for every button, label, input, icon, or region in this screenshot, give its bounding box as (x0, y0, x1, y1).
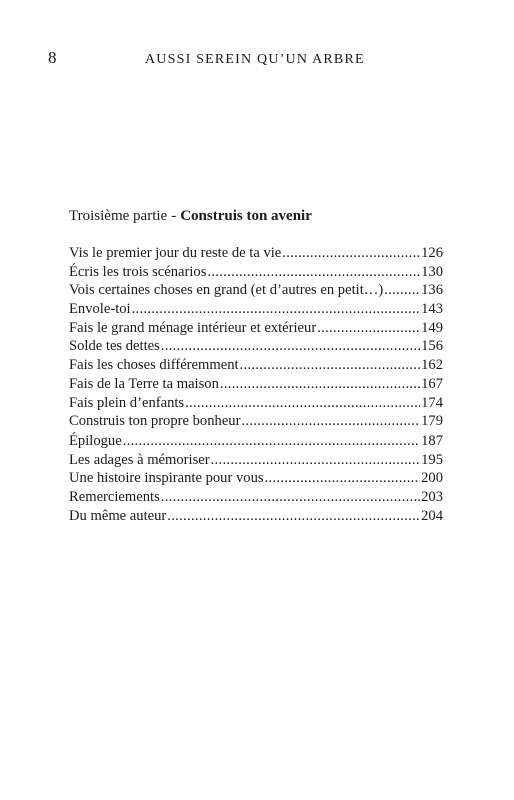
toc-entry-title: Vois certaines choses en grand (et d’autres en petit…) (69, 282, 384, 299)
toc-entry-title: Les adages à mémoriser (69, 451, 210, 468)
toc-entry-title: Fais le grand ménage intérieur et extérieur (69, 319, 317, 336)
dot-leader (240, 356, 421, 375)
toc-entry-title: Solde tes dettes (69, 338, 160, 355)
page-number: 8 (48, 48, 57, 67)
toc-entry[interactable] (69, 488, 443, 507)
toc-entry[interactable] (69, 432, 443, 451)
dot-leader (211, 451, 421, 470)
running-header: AUSSI SEREIN QU’UN ARBRE (145, 52, 365, 67)
dot-leader (167, 507, 420, 526)
dot-leader (241, 412, 420, 431)
dot-leader (207, 263, 420, 282)
toc-entry-title: Construis ton propre bonheur (69, 413, 241, 430)
toc-entry-page: 187 (421, 433, 443, 449)
toc-entry-page: 167 (421, 375, 443, 392)
toc-entry-title: Remerciements (69, 489, 160, 506)
dot-leader (384, 281, 420, 300)
toc-entry[interactable] (69, 507, 443, 526)
toc-entry-title: Fais les choses différemment (69, 357, 239, 374)
part-separator: - (171, 208, 177, 224)
dot-leader (123, 432, 420, 451)
toc-entry[interactable] (69, 263, 443, 282)
toc-entry[interactable] (69, 451, 443, 470)
part-title: Construis ton avenir (180, 208, 312, 224)
toc-entry-title: Fais plein d’enfants (69, 394, 185, 411)
toc-entry-page: 179 (421, 413, 443, 430)
toc-entry[interactable] (69, 300, 443, 319)
toc-entry-page: 126 (421, 245, 443, 261)
toc-entry-page: 156 (421, 338, 443, 355)
toc-entry[interactable] (69, 469, 443, 488)
toc-entry-page: 149 (421, 319, 443, 336)
toc-entry-title: Vis le premier jour du reste de ta vie (69, 245, 282, 261)
dot-leader (161, 337, 420, 356)
toc-entry-title: Fais de la Terre ta maison (69, 375, 219, 392)
toc-entry[interactable] (69, 244, 443, 263)
dot-leader (220, 375, 420, 394)
toc-entry-title: Du même auteur (69, 507, 167, 524)
toc-entry-title: Envole-toi (69, 301, 131, 318)
dot-leader (282, 244, 420, 263)
toc-entry-page: 200 (421, 470, 443, 487)
dot-leader (185, 394, 420, 413)
toc-entry-page: 203 (421, 489, 443, 506)
toc-entry[interactable] (69, 412, 443, 431)
dot-leader (161, 488, 420, 507)
toc-entry-title: Écris les trois scénarios (69, 263, 207, 280)
toc-entry[interactable] (69, 337, 443, 356)
dot-leader (265, 469, 421, 488)
toc-entry[interactable] (69, 281, 443, 300)
toc-entry-page: 195 (421, 451, 443, 468)
toc-entry-page: 174 (421, 394, 443, 411)
toc-entry[interactable] (69, 356, 443, 375)
toc-entry-title: Une histoire inspirante pour vous (69, 470, 264, 487)
part-label: Troisième partie (69, 208, 168, 224)
toc-entry[interactable] (69, 394, 443, 413)
toc-entry[interactable] (69, 375, 443, 394)
toc-entry-title: Épilogue (69, 433, 122, 449)
toc-entry-page: 136 (421, 282, 443, 299)
toc-list-back-matter (69, 432, 443, 525)
part-heading (69, 208, 312, 225)
toc-entry-page: 130 (421, 263, 443, 280)
toc-entry-page: 162 (421, 357, 443, 374)
toc-list-part-three (69, 244, 443, 431)
dot-leader (317, 319, 420, 338)
toc-entry-page: 143 (421, 301, 443, 318)
toc-entry-page: 204 (421, 507, 443, 524)
toc-entry[interactable] (69, 319, 443, 338)
dot-leader (132, 300, 421, 319)
